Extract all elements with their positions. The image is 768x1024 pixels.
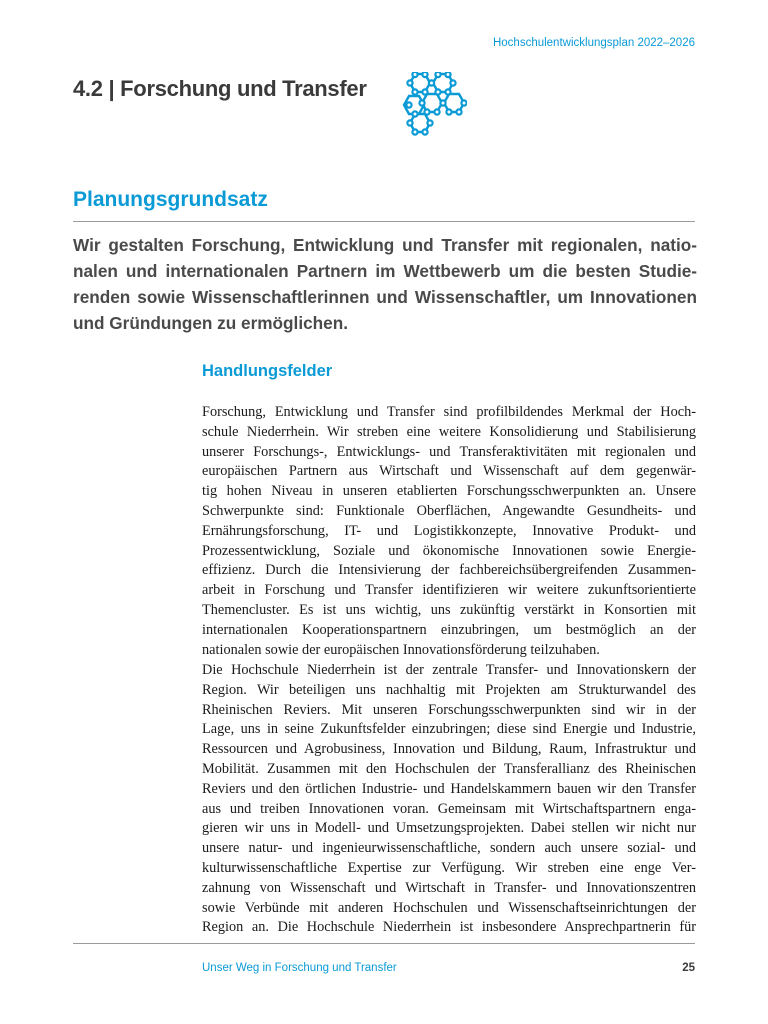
text-line: tig hohen Niveau in unseren etablierten Forschungsschwerpunkten an. Unsere xyxy=(202,483,696,500)
text-line: Reviers und den örtlichen Industrie- und Handelskammern bauen wir den Transfer xyxy=(202,780,696,797)
text-line: Die Hochschule Niederrhein ist der zentrale Transfer- und Innovationskern der xyxy=(202,662,696,678)
text-line: unserer Forschungs-, Entwicklungs- und Transferaktivitäten mit regionalen und xyxy=(202,443,696,460)
text-line: Region. Wir beteiligen uns nachhaltig mit Projekten am Strukturwandel des xyxy=(202,681,696,698)
text-line: schule Niederrhein. Wir streben eine weitere Konsolidierung und Stabilisierung xyxy=(202,423,696,440)
text-line: Rheinischen Reviers. Mit unseren Forschungsschwerpunkten sind wir in der xyxy=(202,701,696,718)
section-title-planungsgrundsatz: Planungsgrundsatz xyxy=(73,188,268,211)
lead-line: Wir gestalten Forschung, Entwicklung und Transfer mit regionalen, natio- xyxy=(73,235,697,255)
text-line: nationalen sowie der europäischen Innovationsförderung teilzuhaben. xyxy=(202,641,600,658)
lead-line: und Gründungen zu ermöglichen. xyxy=(73,313,348,333)
text-line: Region an. Die Hochschule Niederrhein ist insbesondere Ansprechpartnerin für xyxy=(202,919,696,936)
divider xyxy=(73,221,695,222)
lead-statement xyxy=(73,232,697,336)
footer-section-title: Unser Weg in Forschung und Transfer xyxy=(202,962,397,974)
page-number: 25 xyxy=(682,962,695,974)
text-line: zahnung von Wissenschaft und Wirtschaft in Transfer- und Innovationszentren xyxy=(202,879,696,896)
lead-line: nalen und internationalen Partnern im Wettbewerb um die besten Studie- xyxy=(73,261,697,281)
text-line: sowie Verbünde mit anderen Hochschulen und Wissenschaftseinrichtungen der xyxy=(202,899,696,916)
text-line: Schwerpunkte sind: Funktionale Oberflächen, Angewandte Gesundheits- und xyxy=(202,502,696,519)
footer-divider xyxy=(73,943,695,944)
lead-line: renden sowie Wissenschaftlerinnen und Wissenschaftler, um Innovationen xyxy=(73,287,697,307)
running-header: Hochschulentwicklungsplan 2022–2026 xyxy=(492,37,695,49)
molecule-hexagon-icon xyxy=(401,72,467,136)
text-line: internationalen Kooperationspartnern einzubringen, um bestmöglich an der xyxy=(202,621,696,638)
text-line: Ressourcen und Agrobusiness, Innovation und Bildung, Raum, Infrastruktur und xyxy=(202,741,696,758)
text-line: effizienz. Durch die Intensivierung der fachbereichsübergreifenden Zusammen- xyxy=(202,562,696,579)
text-line: arbeit in Forschung und Transfer identifizieren wir weitere zukunftsorientierte xyxy=(202,582,696,599)
text-line: Themencluster. Es ist uns wichtig, uns zukünftig verstärkt in Konsortien mit xyxy=(202,601,696,618)
text-line: gieren wir uns in Modell- und Umsetzungsprojekten. Dabei stellen wir nicht nur xyxy=(202,820,696,837)
text-line: Ernährungsforschung, IT- und Logistikkonzepte, Innovative Produkt- und xyxy=(202,522,696,539)
text-line: unsere natur- und ingenieurwissenschaftliche, sondern auch unsere sozial- und xyxy=(202,840,696,857)
text-line: kulturwissenschaftliche Expertise zur Verfügung. Wir streben eine enge Ver- xyxy=(202,859,696,876)
text-line: europäischen Partnern aus Wirtschaft und Wissenschaft auf dem gegenwär- xyxy=(202,463,696,480)
section-title-handlungsfelder: Handlungsfelder xyxy=(202,362,333,380)
body-paragraph-2 xyxy=(202,661,696,938)
text-line: Forschung, Entwicklung und Transfer sind profilbildendes Merkmal der Hoch- xyxy=(202,404,696,420)
text-line: Lage, uns in seine Zukunftsfelder einzubringen; diese sind Energie und Industrie, xyxy=(202,721,696,738)
chapter-title: 4.2 | Forschung und Transfer xyxy=(73,76,367,101)
text-line: Prozessentwicklung, Soziale und ökonomische Innovationen sowie Energie- xyxy=(202,542,696,559)
text-line: Mobilität. Zusammen mit den Hochschulen der Transferallianz des Rheinischen xyxy=(202,760,696,777)
body-paragraph-1 xyxy=(202,403,696,660)
text-line: aus und treiben Innovationen voran. Gemeinsam mit Wirtschaftspartnern enga- xyxy=(202,800,696,817)
